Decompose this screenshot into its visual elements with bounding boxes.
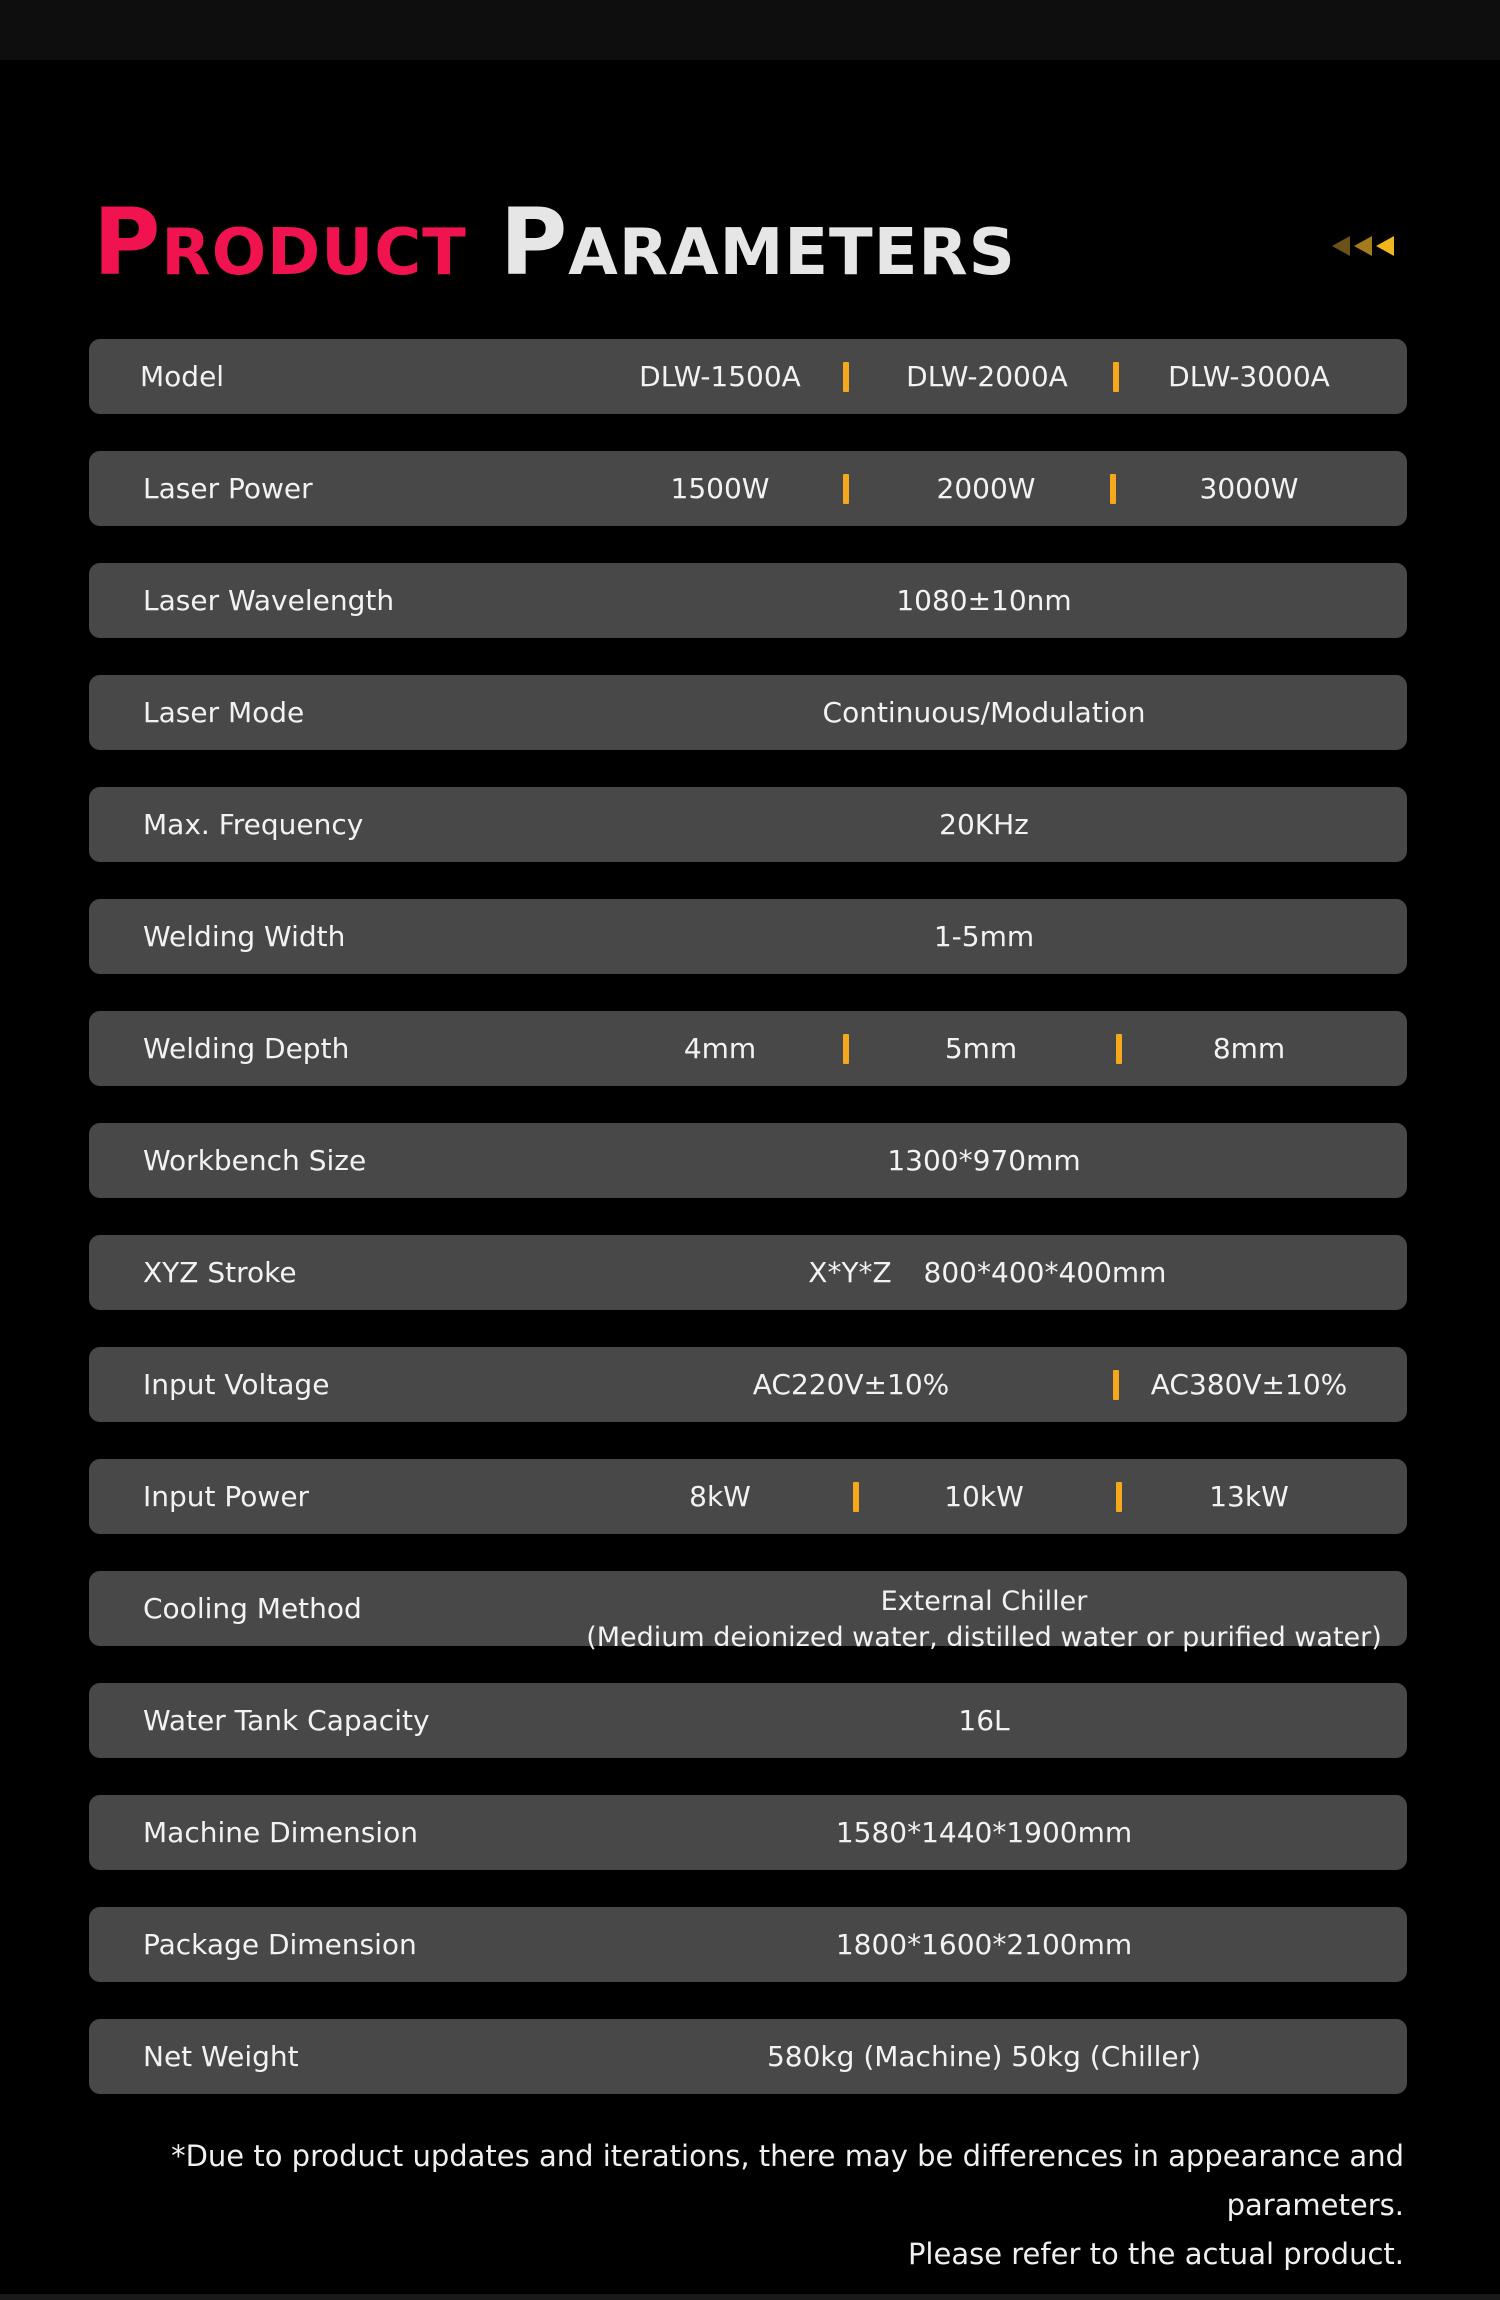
row-workbench-size <box>89 1123 1407 1198</box>
row-value: 10kW <box>944 1480 1024 1513</box>
row-label: Laser Mode <box>143 696 305 729</box>
value-separator <box>1110 474 1116 504</box>
row-axis-label: X*Y*Z <box>808 1256 892 1289</box>
row-label: Laser Wavelength <box>143 584 395 617</box>
row-label: Welding Depth <box>143 1032 350 1065</box>
row-water-tank-capacity <box>89 1683 1407 1758</box>
row-label: Model <box>140 360 225 393</box>
title-part-1: Product <box>93 189 467 296</box>
row-value: DLW-3000A <box>1168 360 1330 393</box>
row-label: Workbench Size <box>143 1144 367 1177</box>
row-label: Max. Frequency <box>143 808 364 841</box>
row-input-power <box>89 1459 1407 1534</box>
left-arrow-icon <box>1332 236 1350 256</box>
row-label: Machine Dimension <box>143 1816 418 1849</box>
row-laser-mode <box>89 675 1407 750</box>
row-value: 1800*1600*2100mm <box>835 1928 1133 1961</box>
row-label: XYZ Stroke <box>143 1256 297 1289</box>
row-value: 4mm <box>683 1032 757 1065</box>
value-separator <box>843 1034 849 1064</box>
row-laser-wavelength <box>89 563 1407 638</box>
title-part-2: Parameters <box>499 189 1016 296</box>
row-laser-power <box>89 451 1407 526</box>
bottom-bar <box>0 2294 1500 2300</box>
row-xyz-stroke <box>89 1235 1407 1310</box>
row-value: 1500W <box>670 472 770 505</box>
row-value: 1580*1440*1900mm <box>835 1816 1133 1849</box>
value-separator <box>1113 362 1119 392</box>
row-input-voltage <box>89 1347 1407 1422</box>
row-value-line-2: (Medium deionized water, distilled water or purified water) <box>586 1622 1382 1653</box>
row-value: 1300*970mm <box>887 1144 1081 1177</box>
top-bar <box>0 0 1500 60</box>
row-value: DLW-2000A <box>906 360 1068 393</box>
row-value: AC220V±10% <box>752 1368 950 1401</box>
row-value-line-1: External Chiller <box>880 1586 1088 1617</box>
footnote-line-2: Please refer to the actual product. <box>907 2237 1404 2271</box>
footnote <box>4 2132 1404 2279</box>
row-value: 13kW <box>1209 1480 1289 1513</box>
left-arrow-icon <box>1376 236 1394 256</box>
row-value: 800*400*400mm <box>923 1256 1167 1289</box>
row-label: Net Weight <box>143 2040 299 2073</box>
row-value: 16L <box>958 1704 1010 1737</box>
value-separator <box>853 1482 859 1512</box>
value-separator <box>843 474 849 504</box>
row-value: Continuous/Modulation <box>822 696 1146 729</box>
row-value: 1080±10nm <box>896 584 1072 617</box>
row-welding-width <box>89 899 1407 974</box>
row-net-weight <box>89 2019 1407 2094</box>
value-separator <box>1116 1482 1122 1512</box>
row-value: DLW-1500A <box>639 360 801 393</box>
value-separator <box>843 362 849 392</box>
row-model <box>89 339 1407 414</box>
row-label: Laser Power <box>143 472 313 505</box>
row-value: 3000W <box>1199 472 1299 505</box>
row-value: 580kg (Machine) 50kg (Chiller) <box>766 2040 1202 2073</box>
row-label: Package Dimension <box>143 1928 417 1961</box>
footnote-line-1: *Due to product updates and iterations, there may be differences in appearance and parameters. <box>171 2139 1404 2222</box>
row-max-frequency <box>89 787 1407 862</box>
value-separator <box>1113 1370 1119 1400</box>
row-value-multiline <box>586 1584 1382 1656</box>
page-title <box>93 188 1016 298</box>
left-arrow-icon <box>1354 236 1372 256</box>
row-cooling-method <box>89 1571 1407 1653</box>
row-value: 1-5mm <box>933 920 1035 953</box>
value-separator <box>1116 1034 1122 1064</box>
row-value: 2000W <box>936 472 1036 505</box>
row-label: Water Tank Capacity <box>143 1704 430 1737</box>
row-label: Welding Width <box>143 920 346 953</box>
row-machine-dimension <box>89 1795 1407 1870</box>
triple-left-arrows-icon <box>1332 236 1394 256</box>
row-package-dimension <box>89 1907 1407 1982</box>
row-label: Cooling Method <box>143 1592 362 1625</box>
row-value: AC380V±10% <box>1150 1368 1348 1401</box>
row-label: Input Power <box>143 1480 310 1513</box>
row-value: 20KHz <box>939 808 1029 841</box>
row-label: Input Voltage <box>143 1368 330 1401</box>
row-welding-depth <box>89 1011 1407 1086</box>
row-value: 8mm <box>1212 1032 1286 1065</box>
row-value: 8kW <box>689 1480 751 1513</box>
row-value: 5mm <box>944 1032 1018 1065</box>
